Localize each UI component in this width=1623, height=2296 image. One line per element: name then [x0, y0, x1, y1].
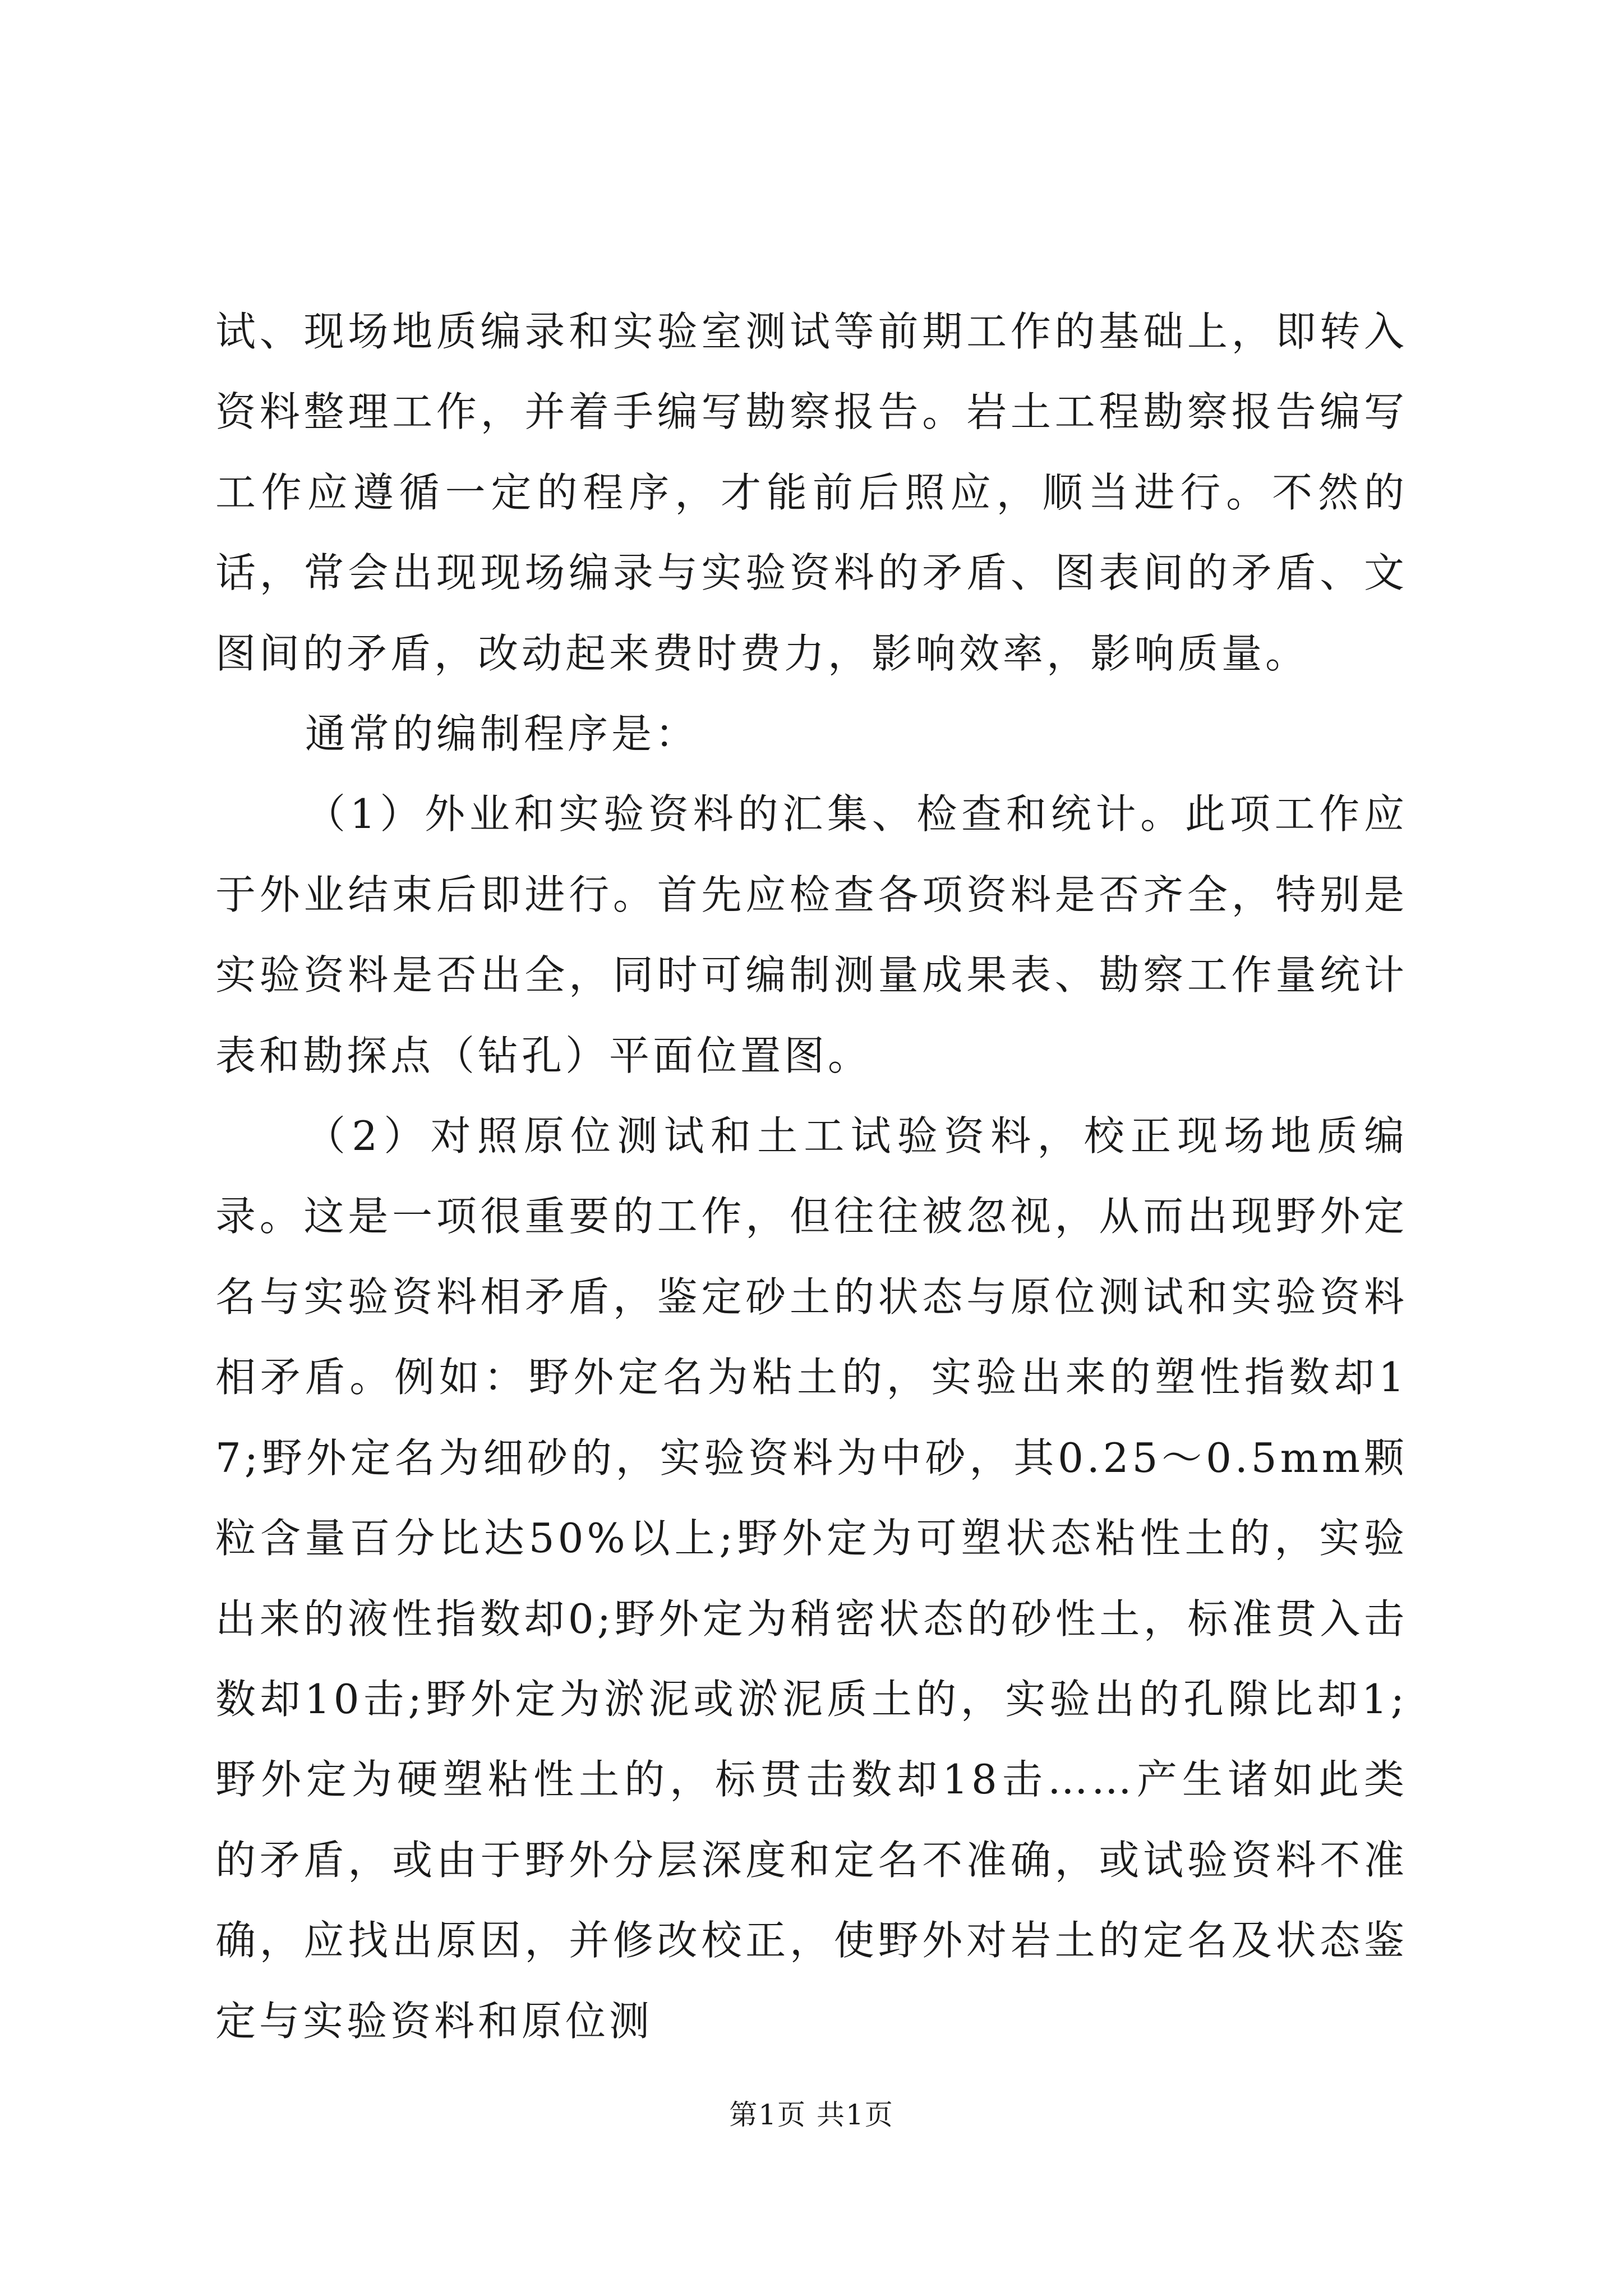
- paragraph-continuation: 试、现场地质编录和实验室测试等前期工作的基础上，即转入资料整理工作，并着手编写勘察报告。岩土工程勘察报告编写工作应遵循一定的程序，才能前后照应，顺当进行。不然的话，常会出现现场编录与实验资料的矛盾、图表间的矛盾、文图间的矛盾，改动起来费时费力，影响效率，影响质量。: [215, 308, 1408, 677]
- paragraph-procedure-intro: 通常的编制程序是：: [305, 710, 699, 758]
- document-body: [215, 292, 1408, 2062]
- paragraph-step-2: （2）对照原位测试和土工试验资料，校正现场地质编录。这是一项很重要的工作，但往往被忽视，从而出现野外定名与实验资料相矛盾，鉴定砂土的状态与原位测试和实验资料相矛盾。例如：野外定名为粘土的，实验出来的塑性指数却17;野外定名为细砂的，实验资料为中砂，其0.25～0.5mm颗粒含量百分比达50%以上;野外定为可塑状态粘性土的，实验出来的液性指数却0;野外定为稍密状态的砂性土，标准贯入击数却10击;野外定为淤泥或淤泥质土的，实验出的孔隙比却1;野外定为硬塑粘性土的，标贯击数却18击……产生诸如此类的矛盾，或由于野外分层深度和定名不准确，或试验资料不准确，应找出原因，并修改校正，使野外对岩土的定名及状态鉴定与实验资料和原位测: [215, 1112, 1408, 2045]
- paragraph-step-1: （1）外业和实验资料的汇集、检查和统计。此项工作应于外业结束后即进行。首先应检查各项资料是否齐全，特别是实验资料是否出全，同时可编制测量成果表、勘察工作量统计表和勘探点（钻孔）平面位置图。: [215, 790, 1408, 1079]
- page-footer: 第1页 共1页: [729, 2099, 894, 2131]
